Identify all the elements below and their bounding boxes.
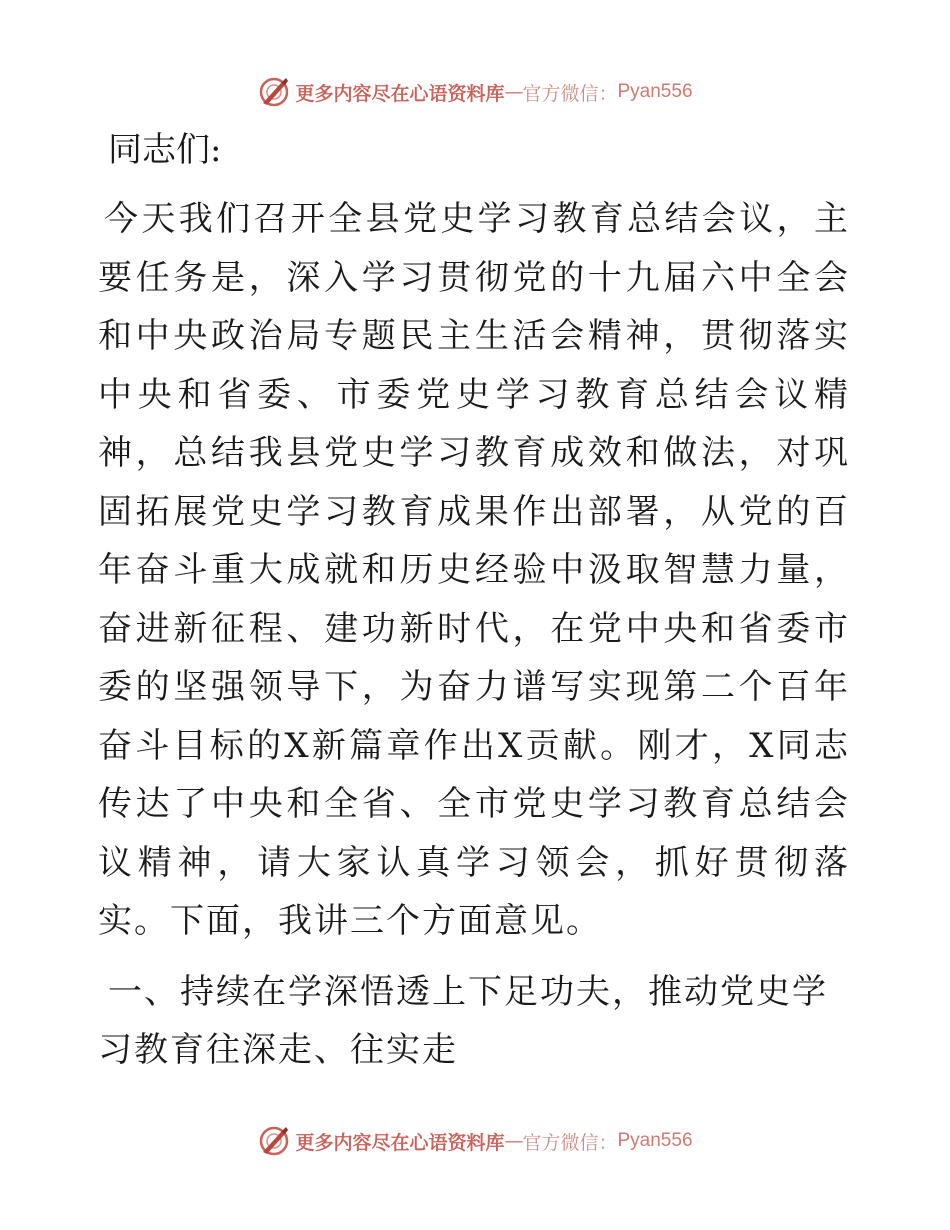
footer-watermark — [0, 1121, 950, 1161]
header-watermark — [0, 72, 950, 112]
watermark-dash: — — [504, 1130, 523, 1152]
watermark-label: 官方微信： — [522, 1131, 618, 1154]
watermark-wechat-id: Pyan556 — [617, 81, 693, 102]
pen-logo-icon — [257, 75, 291, 109]
watermark-wechat-id: Pyan556 — [617, 1130, 693, 1151]
pen-logo-icon — [257, 1124, 291, 1158]
watermark-dash: — — [504, 81, 523, 103]
section-heading-1: 一、持续在学深悟透上下足功夫，推动党史学习教育往深走、往实走 — [98, 971, 828, 1070]
watermark-label: 官方微信： — [522, 82, 618, 105]
watermark-main-text: 更多内容尽在心语资料库 — [295, 1131, 505, 1154]
document-body — [98, 122, 858, 1080]
greeting: 同志们: — [108, 130, 222, 170]
watermark-main-text: 更多内容尽在心语资料库 — [295, 82, 505, 105]
paragraph-intro: 今天我们召开全县党史学习教育总结会议，主要任务是，深入学习贯彻党的十九届六中全会和中央政治局专题民主生活会精神，贯彻落实中央和省委、市委党史学习教育总结会议精神，总结我县党史学习教育成效和做法，对巩固拓展党史学习教育成果作出部署，从党的百年奋斗重大成就和历史经验中汲取智慧力量，奋进新征程、建功新时代，在党中央和省委市委的坚强领导下，为奋力谱写实现第二个百年奋斗目标的X新篇章作出X贡献。刚才，X同志传达了中央和全省、全市党史学习教育总结会议精神，请大家认真学习领会，抓好贯彻落实。下面，我讲三个方面意见。 — [98, 199, 850, 941]
